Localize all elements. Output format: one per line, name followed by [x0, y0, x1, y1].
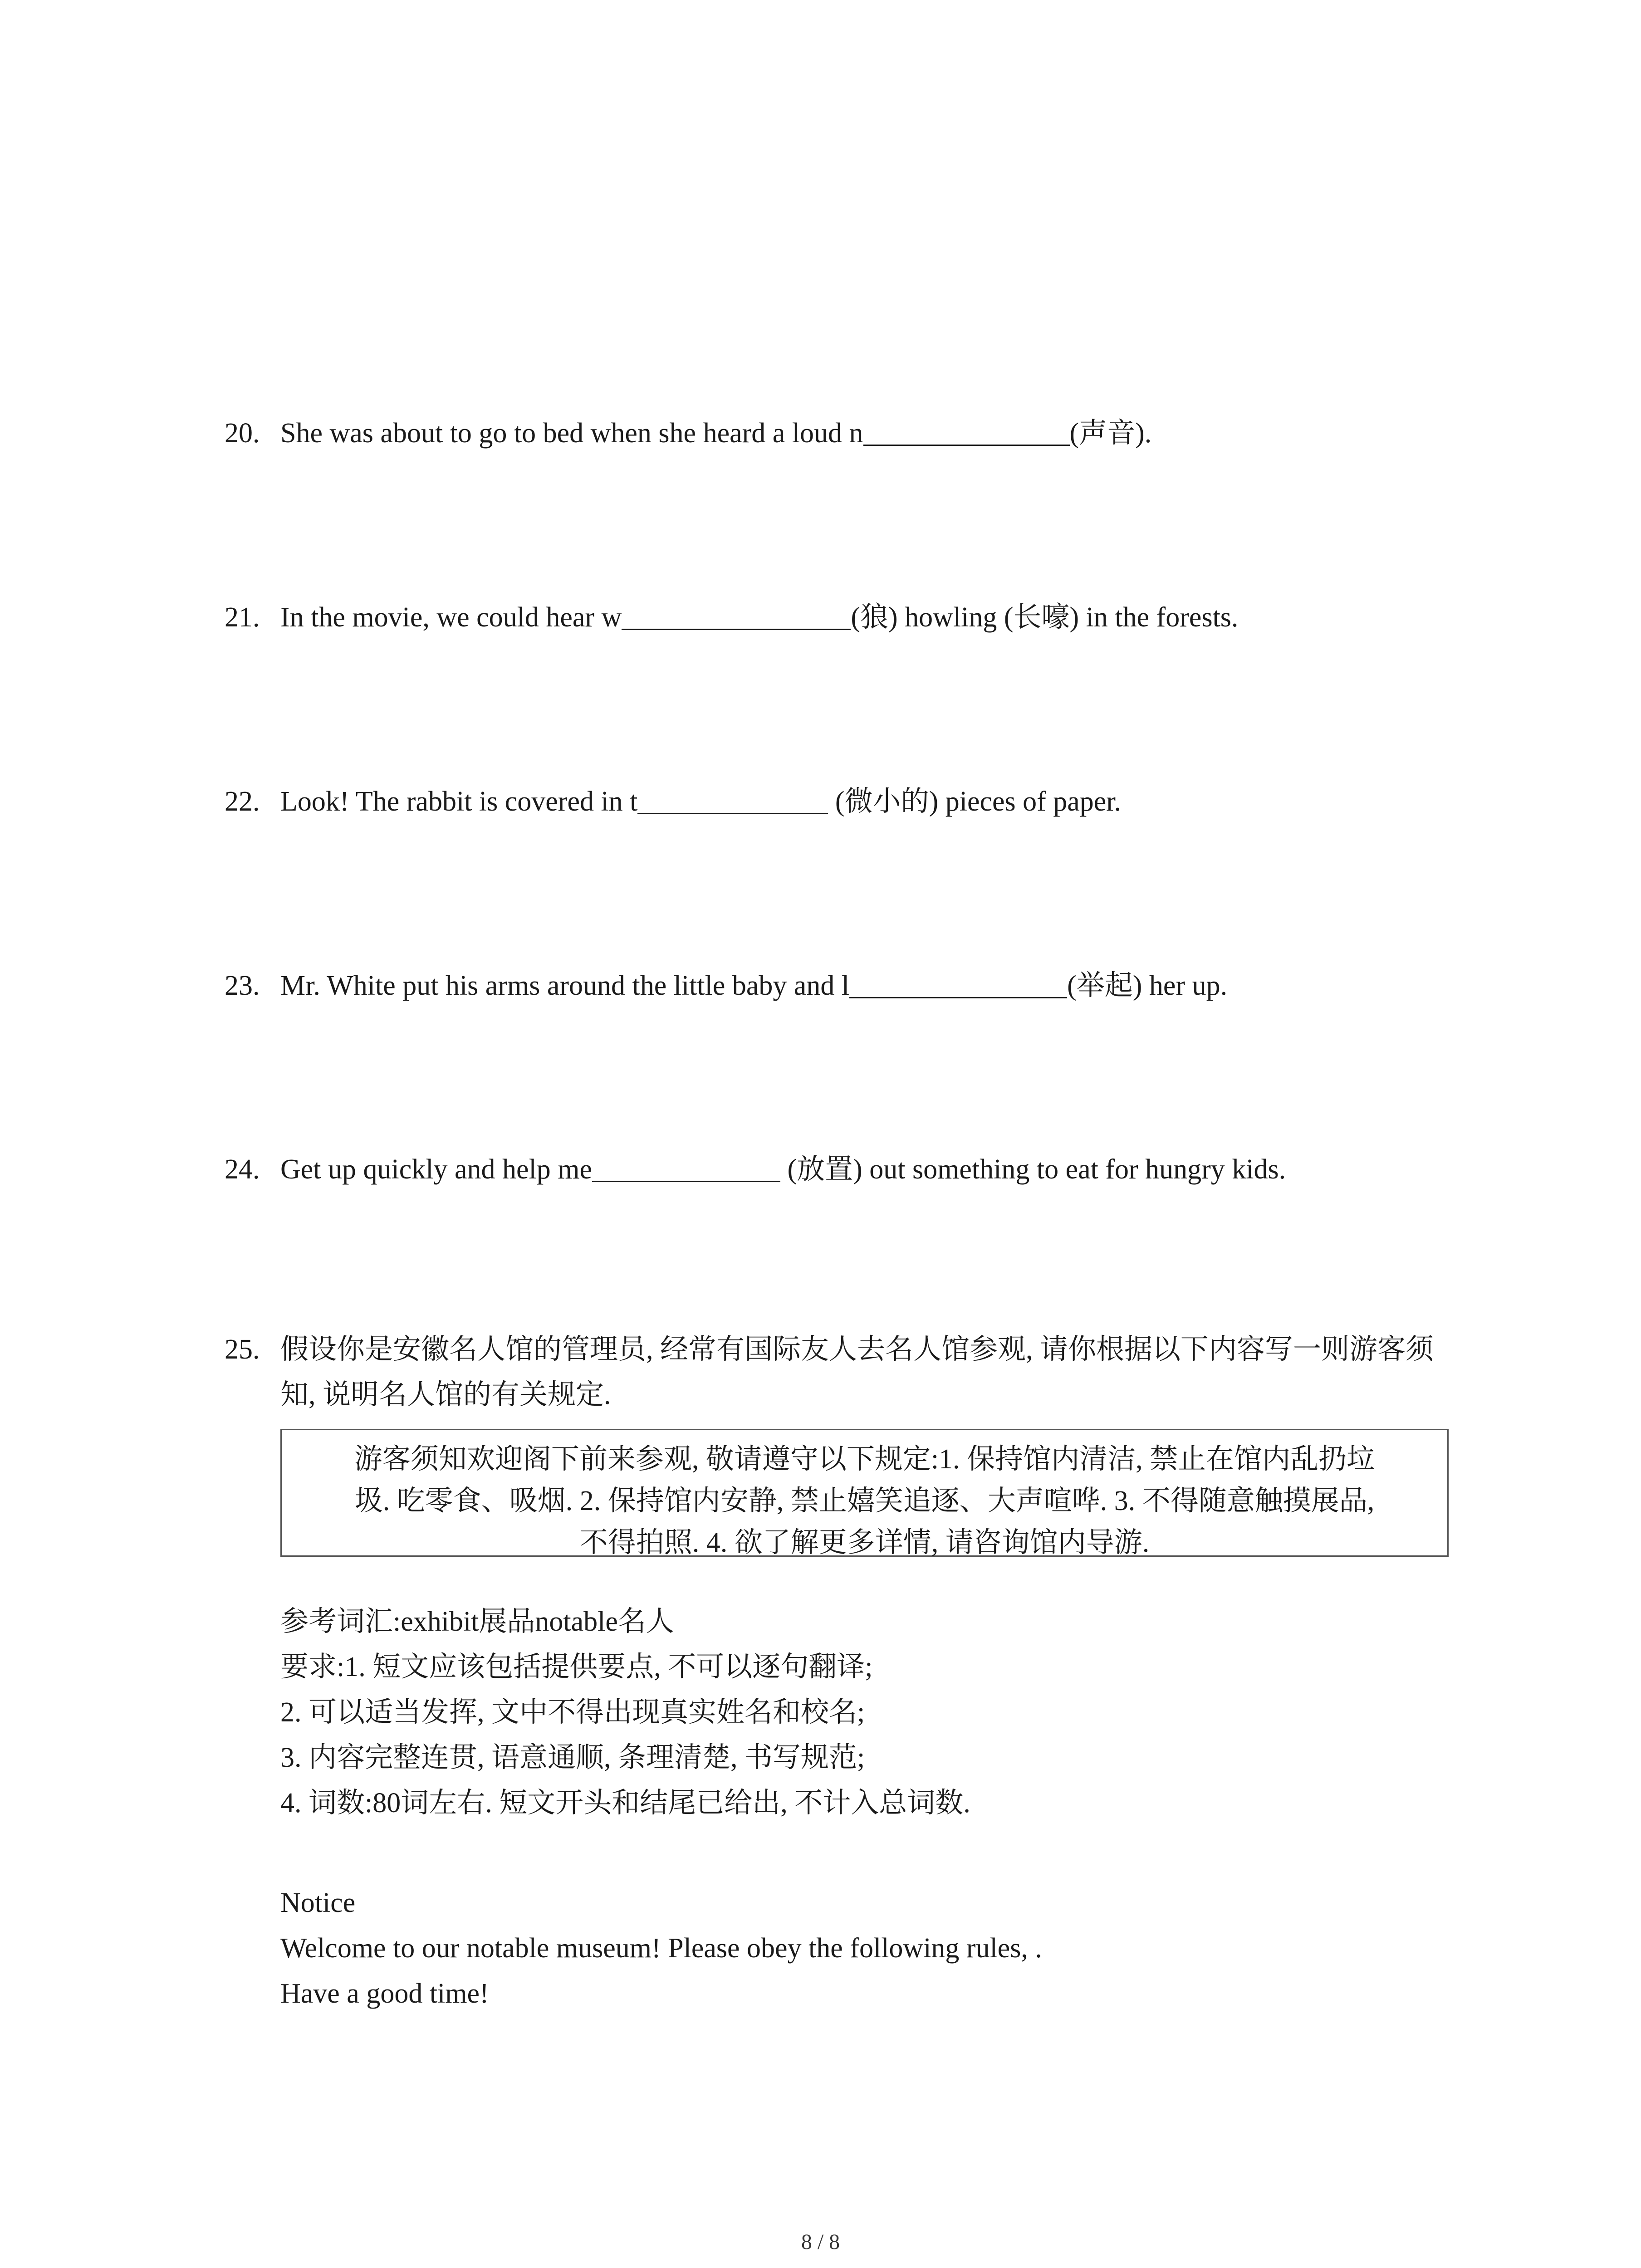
question-number: 25. [225, 1334, 260, 1365]
requirement-line: 2. 可以适当发挥, 文中不得出现真实姓名和校名; [280, 1697, 865, 1728]
notice-closing: Have a good time! [280, 1978, 489, 2009]
question-text-after: (声音). [1069, 418, 1152, 449]
notice-opening: Welcome to our notable museum! Please obey the following rules, . [280, 1933, 1042, 1964]
question-24 [225, 1149, 1286, 1190]
answer-blank[interactable] [637, 785, 828, 814]
question-25 [225, 1327, 1450, 1418]
question-text-before: In the movie, we could hear w [280, 602, 622, 633]
question-number: 22. [225, 786, 260, 817]
rules-line: 不得拍照. 4. 欲了解更多详情, 请咨询馆内导游. [579, 1527, 1150, 1558]
requirement-line: 4. 词数:80词左右. 短文开头和结尾已给出, 不计入总词数. [280, 1788, 970, 1818]
page-number: 8 / 8 [801, 2230, 840, 2254]
answer-blank[interactable] [622, 601, 851, 630]
question-20 [225, 413, 1151, 454]
question-text-after: (放置) out something to eat for hungry kids. [780, 1154, 1286, 1185]
question-21 [225, 597, 1238, 638]
question-text-before: Look! The rabbit is covered in t [280, 786, 638, 817]
question-text-before: Mr. White put his arms around the little baby and l [280, 970, 850, 1001]
question-number: 24. [225, 1154, 260, 1185]
requirement-line: 要求:1. 短文应该包括提供要点, 不可以逐句翻译; [280, 1652, 873, 1682]
requirement-line: 3. 内容完整连贯, 语意通顺, 条理清楚, 书写规范; [280, 1742, 865, 1773]
rules-line: 游客须知欢迎阁下前来参观, 敬请遵守以下规定:1. 保持馆内清洁, 禁止在馆内乱扔垃 [354, 1444, 1375, 1475]
reference-and-requirements [280, 1599, 970, 1826]
question-text-before: She was about to go to bed when she heard a loud n [280, 418, 863, 449]
question-23 [225, 965, 1227, 1006]
question-number: 23. [225, 970, 260, 1001]
answer-blank[interactable] [592, 1153, 780, 1182]
question-text-after: (举起) her up. [1067, 970, 1228, 1001]
question-text-after: (狼) howling (长嚎) in the forests. [851, 602, 1239, 633]
notice-title: Notice [280, 1887, 356, 1918]
reference-vocabulary: 参考词汇:exhibit展品notable名人 [280, 1606, 674, 1637]
answer-blank[interactable] [863, 416, 1070, 446]
question-text-before: Get up quickly and help me [280, 1154, 592, 1185]
question-text-after: (微小的) pieces of paper. [828, 786, 1122, 817]
question-number: 20. [225, 418, 260, 449]
question-prompt: 假设你是安徽名人馆的管理员, 经常有国际友人去名人馆参观, 请你根据以下内容写一则游客须知, 说明名人馆的有关规定. [280, 1334, 1434, 1410]
notice-template [280, 1880, 1042, 2016]
rules-box [280, 1429, 1449, 1557]
question-number: 21. [225, 602, 260, 633]
question-22 [225, 781, 1121, 822]
answer-blank[interactable] [849, 969, 1067, 998]
rules-line: 圾. 吃零食、吸烟. 2. 保持馆内安静, 禁止嬉笑追逐、大声喧哗. 3. 不得随意触摸展品, [354, 1486, 1375, 1516]
